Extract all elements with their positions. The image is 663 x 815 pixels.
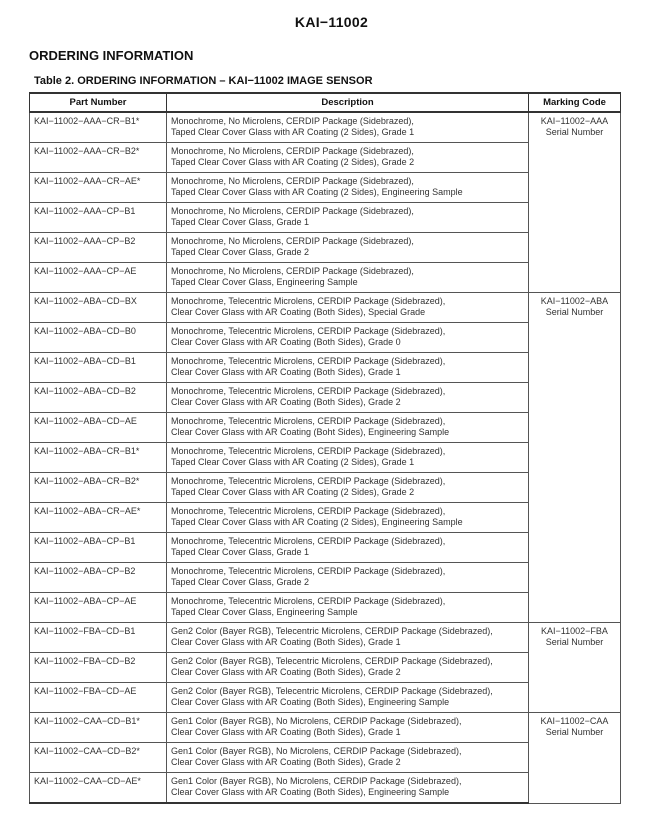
marking-code-line: KAI−11002−CAA — [540, 716, 609, 726]
table-row — [30, 713, 621, 743]
part-number-cell: KAI−11002−AAA−CR−B2* — [30, 143, 167, 173]
description-line-2: Clear Cover Glass with AR Coating (Both Sides), Grade 1 — [171, 636, 401, 647]
marking-code-cell — [529, 623, 621, 713]
marking-code-cell — [529, 112, 621, 293]
part-number-cell: KAI−11002−ABA−CP−B2 — [30, 563, 167, 593]
description-cell — [167, 143, 529, 173]
description-line-2: Clear Cover Glass with AR Coating (Both Sides), Grade 2 — [171, 756, 401, 767]
part-number-cell: KAI−11002−FBA−CD−AE — [30, 683, 167, 713]
part-number-cell: KAI−11002−ABA−CD−BX — [30, 293, 167, 323]
description-cell — [167, 413, 529, 443]
part-number-cell: KAI−11002−AAA−CP−B1 — [30, 203, 167, 233]
description-line-2: Clear Cover Glass with AR Coating (Both Sides), Grade 2 — [171, 396, 401, 407]
description-line-2: Taped Clear Cover Glass with AR Coating (2 Sides), Grade 2 — [171, 156, 415, 167]
description-cell — [167, 173, 529, 203]
description-cell — [167, 713, 529, 743]
description-cell — [167, 323, 529, 353]
description-cell — [167, 593, 529, 623]
description-line-2: Clear Cover Glass with AR Coating (Boht Sides), Engineering Sample — [171, 426, 450, 437]
ordering-information-table — [29, 92, 621, 804]
part-number-cell: KAI−11002−FBA−CD−B1 — [30, 623, 167, 653]
description-cell — [167, 503, 529, 533]
description-cell — [167, 263, 529, 293]
description-line-2: Taped Clear Cover Glass, Engineering Sample — [171, 276, 358, 287]
description-line-2: Taped Clear Cover Glass, Engineering Sample — [171, 606, 358, 617]
description-line-1: Monochrome, No Microlens, CERDIP Package (Sidebrazed), — [171, 146, 414, 156]
part-number-cell: KAI−11002−ABA−CD−AE — [30, 413, 167, 443]
part-number-cell: KAI−11002−ABA−CD−B0 — [30, 323, 167, 353]
table-row — [30, 623, 621, 653]
description-line-1: Gen2 Color (Bayer RGB), Telecentric Microlens, CERDIP Package (Sidebrazed), — [171, 656, 493, 666]
description-line-1: Monochrome, Telecentric Microlens, CERDIP Package (Sidebrazed), — [171, 446, 446, 456]
description-line-1: Monochrome, Telecentric Microlens, CERDIP Package (Sidebrazed), — [171, 476, 446, 486]
description-line-1: Monochrome, Telecentric Microlens, CERDIP Package (Sidebrazed), — [171, 536, 446, 546]
description-cell — [167, 353, 529, 383]
description-line-2: Taped Clear Cover Glass, Grade 2 — [171, 576, 310, 587]
marking-code-line: Serial Number — [545, 126, 604, 137]
description-cell — [167, 473, 529, 503]
description-line-2: Clear Cover Glass with AR Coating (Both Sides), Engineering Sample — [171, 786, 450, 797]
part-number-cell: KAI−11002−ABA−CR−AE* — [30, 503, 167, 533]
description-cell — [167, 653, 529, 683]
description-line-2: Clear Cover Glass with AR Coating (Both Sides), Grade 1 — [171, 366, 401, 377]
description-line-1: Monochrome, Telecentric Microlens, CERDIP Package (Sidebrazed), — [171, 296, 446, 306]
description-line-1: Gen1 Color (Bayer RGB), No Microlens, CERDIP Package (Sidebrazed), — [171, 746, 462, 756]
marking-code-line: Serial Number — [545, 636, 604, 647]
description-line-1: Monochrome, Telecentric Microlens, CERDIP Package (Sidebrazed), — [171, 566, 446, 576]
description-line-1: Gen2 Color (Bayer RGB), Telecentric Microlens, CERDIP Package (Sidebrazed), — [171, 626, 493, 636]
marking-code-line: Serial Number — [545, 726, 604, 737]
description-line-1: Monochrome, Telecentric Microlens, CERDIP Package (Sidebrazed), — [171, 506, 446, 516]
description-line-1: Gen1 Color (Bayer RGB), No Microlens, CERDIP Package (Sidebrazed), — [171, 776, 462, 786]
description-line-1: Monochrome, Telecentric Microlens, CERDIP Package (Sidebrazed), — [171, 416, 446, 426]
description-cell — [167, 293, 529, 323]
description-cell — [167, 112, 529, 143]
description-line-1: Monochrome, No Microlens, CERDIP Package (Sidebrazed), — [171, 236, 414, 246]
part-number-cell: KAI−11002−CAA−CD−B1* — [30, 713, 167, 743]
table-body — [30, 112, 621, 803]
part-number-cell: KAI−11002−CAA−CD−AE* — [30, 773, 167, 804]
description-line-1: Monochrome, No Microlens, CERDIP Package (Sidebrazed), — [171, 116, 414, 126]
description-line-2: Clear Cover Glass with AR Coating (Both Sides), Grade 0 — [171, 336, 401, 347]
description-line-2: Taped Clear Cover Glass with AR Coating (2 Sides), Engineering Sample — [171, 186, 463, 197]
header-marking-code: Marking Code — [529, 93, 621, 112]
part-number-cell: KAI−11002−ABA−CP−B1 — [30, 533, 167, 563]
description-line-1: Gen1 Color (Bayer RGB), No Microlens, CERDIP Package (Sidebrazed), — [171, 716, 462, 726]
marking-code-line: KAI−11002−ABA — [540, 296, 609, 306]
description-line-1: Monochrome, No Microlens, CERDIP Package (Sidebrazed), — [171, 176, 414, 186]
description-cell — [167, 743, 529, 773]
part-number-cell: KAI−11002−CAA−CD−B2* — [30, 743, 167, 773]
description-cell — [167, 203, 529, 233]
description-cell — [167, 383, 529, 413]
part-number-cell: KAI−11002−FBA−CD−B2 — [30, 653, 167, 683]
description-cell — [167, 683, 529, 713]
description-line-2: Taped Clear Cover Glass with AR Coating (2 Sides), Grade 1 — [171, 126, 415, 137]
description-line-1: Gen2 Color (Bayer RGB), Telecentric Microlens, CERDIP Package (Sidebrazed), — [171, 686, 493, 696]
description-line-1: Monochrome, No Microlens, CERDIP Package (Sidebrazed), — [171, 206, 414, 216]
description-cell — [167, 563, 529, 593]
description-cell — [167, 623, 529, 653]
description-line-1: Monochrome, Telecentric Microlens, CERDIP Package (Sidebrazed), — [171, 386, 446, 396]
description-cell — [167, 773, 529, 804]
description-cell — [167, 533, 529, 563]
description-cell — [167, 443, 529, 473]
description-line-2: Clear Cover Glass with AR Coating (Both Sides), Special Grade — [171, 306, 426, 317]
description-line-1: Monochrome, Telecentric Microlens, CERDIP Package (Sidebrazed), — [171, 326, 446, 336]
description-line-2: Clear Cover Glass with AR Coating (Both Sides), Grade 1 — [171, 726, 401, 737]
description-line-2: Taped Clear Cover Glass with AR Coating (2 Sides), Engineering Sample — [171, 516, 463, 527]
description-line-2: Taped Clear Cover Glass, Grade 2 — [171, 246, 310, 257]
document-title: KAI−11002 — [294, 14, 369, 30]
table-header-row — [30, 93, 621, 112]
part-number-cell: KAI−11002−ABA−CD−B1 — [30, 353, 167, 383]
part-number-cell: KAI−11002−ABA−CR−B1* — [30, 443, 167, 473]
marking-code-cell — [529, 293, 621, 623]
table-row — [30, 293, 621, 323]
header-description: Description — [167, 93, 529, 112]
description-line-1: Monochrome, Telecentric Microlens, CERDIP Package (Sidebrazed), — [171, 596, 446, 606]
description-line-2: Taped Clear Cover Glass, Grade 1 — [171, 216, 310, 227]
header-part-number: Part Number — [30, 93, 167, 112]
marking-code-line: KAI−11002−AAA — [540, 116, 609, 126]
marking-code-line: KAI−11002−FBA — [541, 626, 608, 636]
part-number-cell: KAI−11002−AAA−CP−B2 — [30, 233, 167, 263]
part-number-cell: KAI−11002−AAA−CR−B1* — [30, 112, 167, 143]
marking-code-cell — [529, 713, 621, 804]
part-number-cell: KAI−11002−ABA−CR−B2* — [30, 473, 167, 503]
description-line-2: Clear Cover Glass with AR Coating (Both Sides), Grade 2 — [171, 666, 401, 677]
part-number-cell: KAI−11002−ABA−CD−B2 — [30, 383, 167, 413]
table-caption: Table 2. ORDERING INFORMATION – KAI−11002 IMAGE SENSOR — [34, 75, 373, 87]
part-number-cell: KAI−11002−AAA−CP−AE — [30, 263, 167, 293]
part-number-cell: KAI−11002−ABA−CP−AE — [30, 593, 167, 623]
part-number-cell: KAI−11002−AAA−CR−AE* — [30, 173, 167, 203]
description-line-2: Taped Clear Cover Glass, Grade 1 — [171, 546, 310, 557]
description-line-2: Clear Cover Glass with AR Coating (Both Sides), Engineering Sample — [171, 696, 450, 707]
section-title: ORDERING INFORMATION — [29, 48, 194, 63]
description-line-1: Monochrome, Telecentric Microlens, CERDIP Package (Sidebrazed), — [171, 356, 446, 366]
marking-code-line: Serial Number — [545, 306, 604, 317]
description-line-2: Taped Clear Cover Glass with AR Coating (2 Sides), Grade 1 — [171, 456, 415, 467]
description-line-2: Taped Clear Cover Glass with AR Coating (2 Sides), Grade 2 — [171, 486, 415, 497]
description-line-1: Monochrome, No Microlens, CERDIP Package (Sidebrazed), — [171, 266, 414, 276]
table-row — [30, 112, 621, 143]
description-cell — [167, 233, 529, 263]
